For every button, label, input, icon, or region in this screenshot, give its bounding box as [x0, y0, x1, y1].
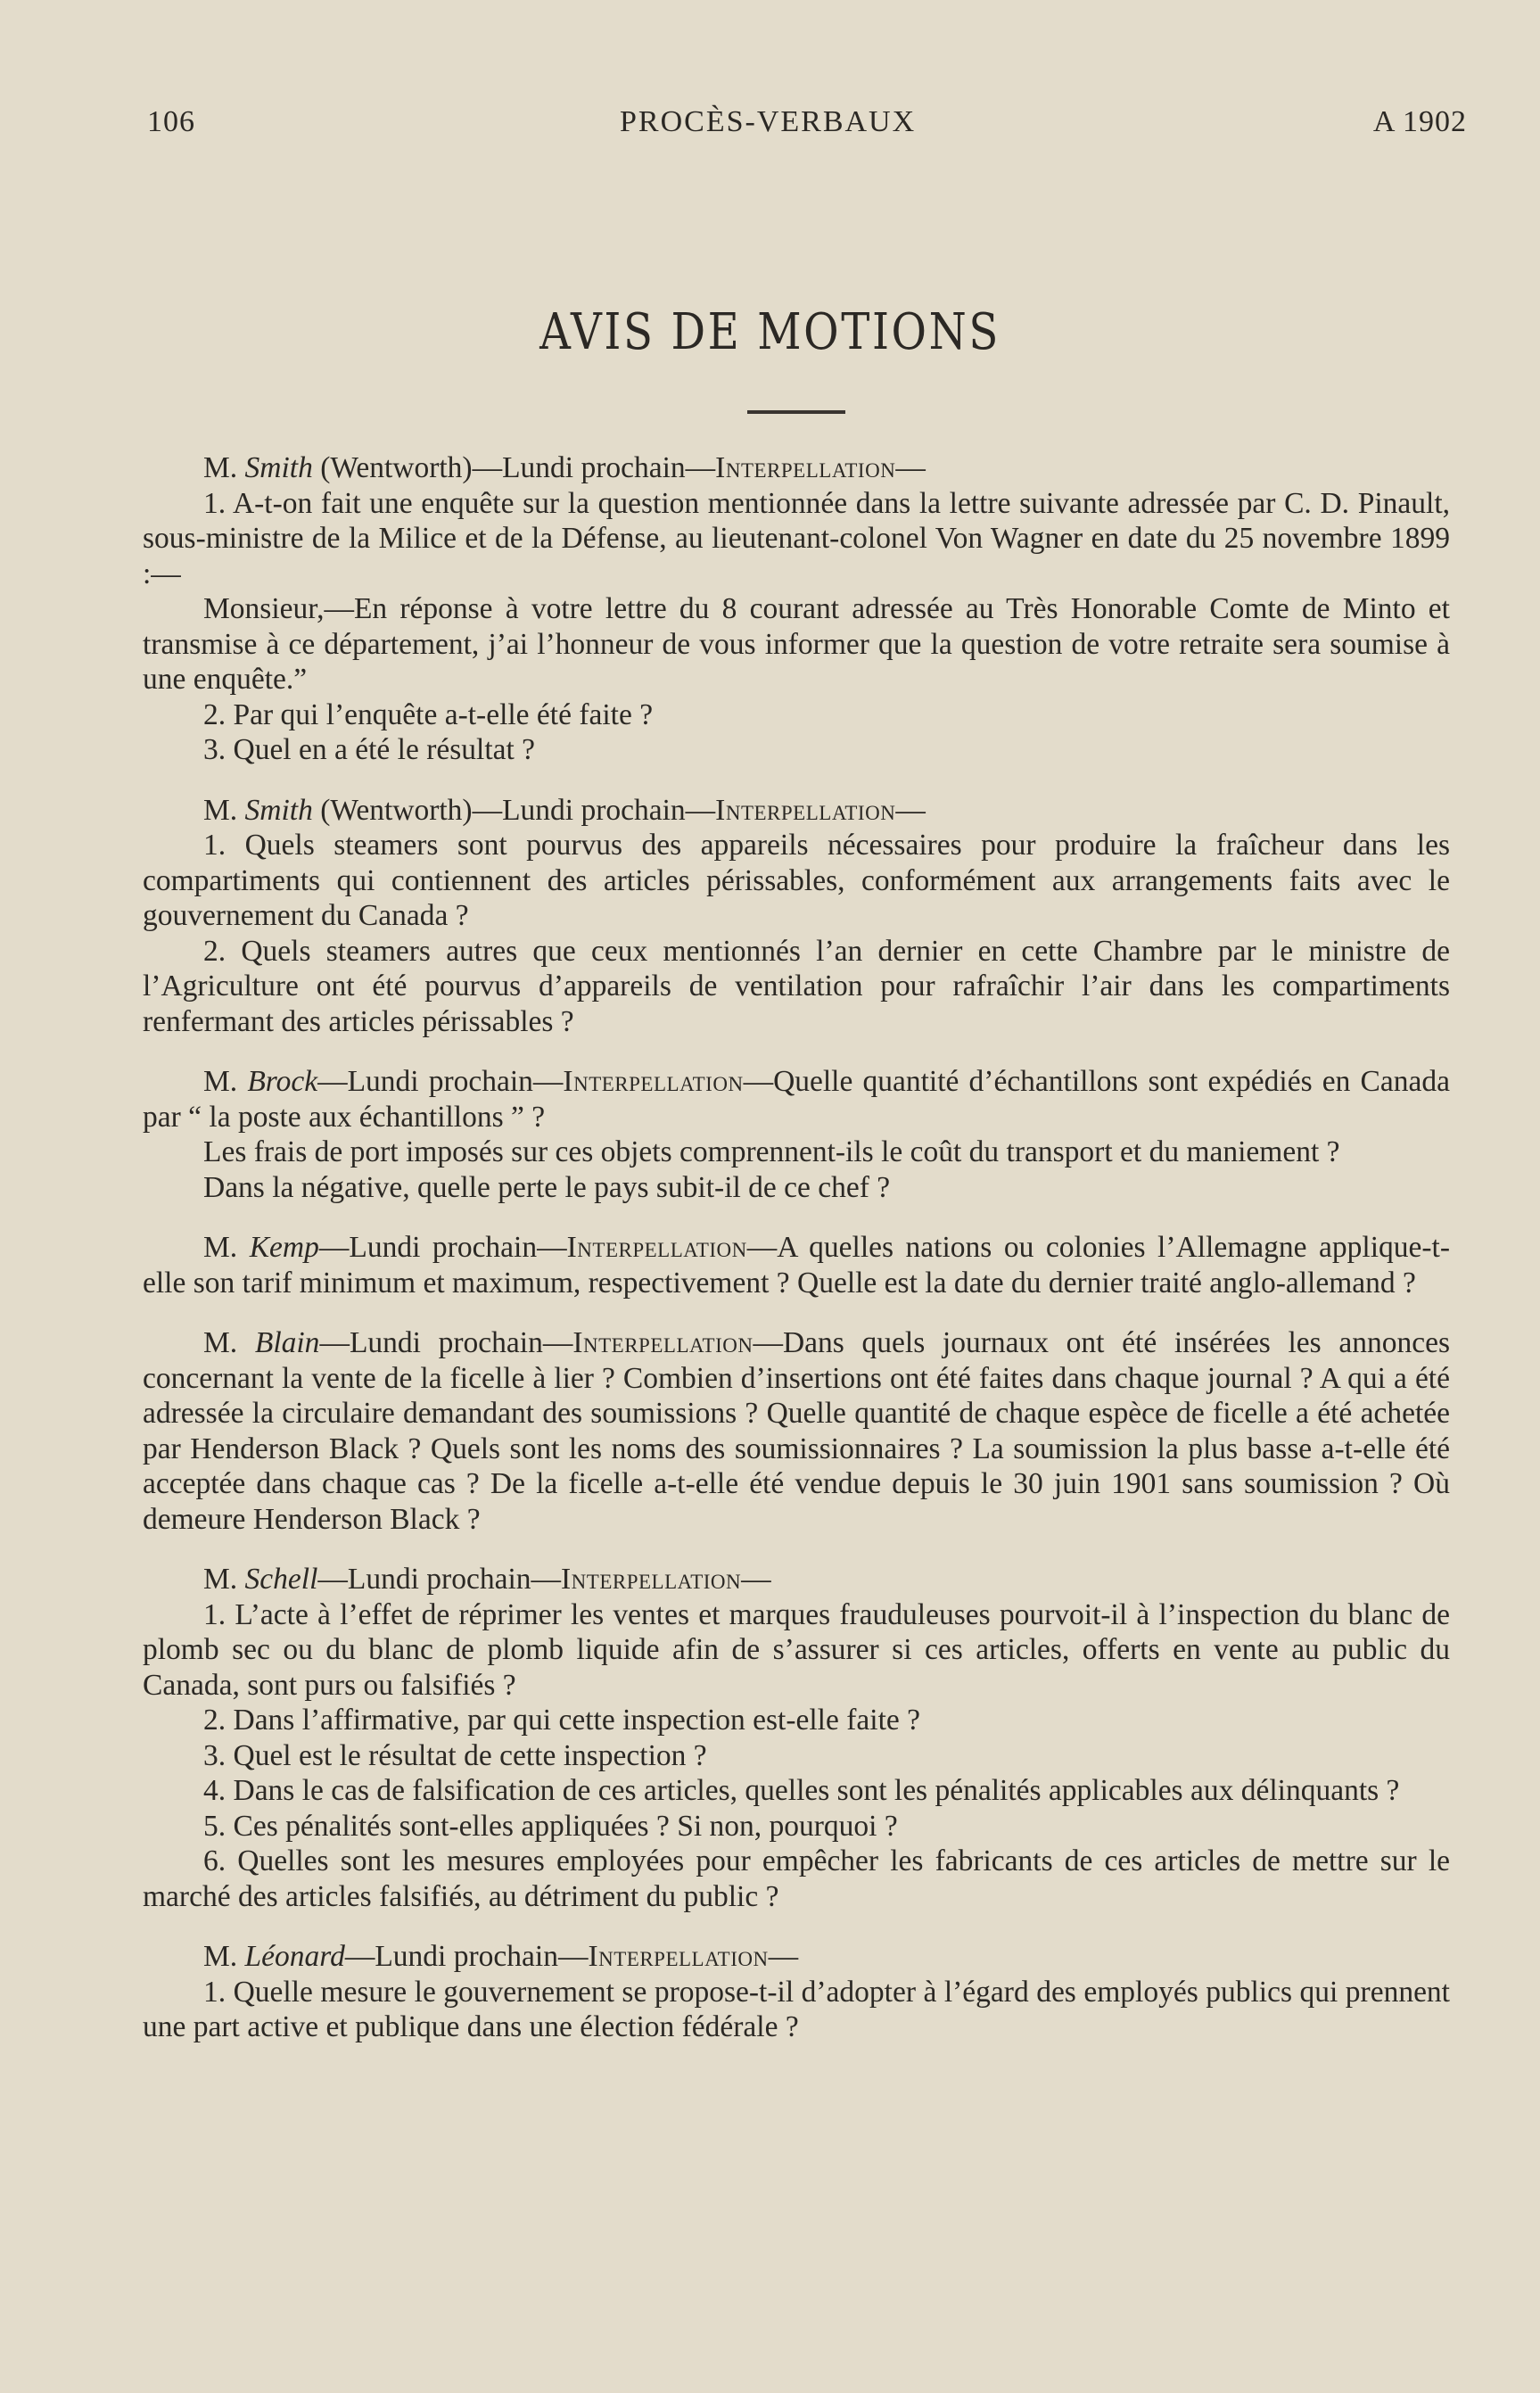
member-prefix: M.: [203, 1231, 238, 1264]
motion-text: —Dans quels journaux ont été insérées les annonces concernant la vente de la ficelle à lier ? Combien d’insertions ont été faites dans chaque journal ? A qui a été adressée la circulaire demandant des soumissions ? Quelle quantité de chaque espèce de ficelle a été achetée par Henderson Black ? Quels sont les noms des soumissionnaires ? La soumission la plus basse a-t-elle été acceptée dans chaque cas ? De la ficelle a-t-elle été vendue depuis le 30 juin 1901 sans soumission ? Où demeure Henderson Black ?: [143, 1326, 1450, 1536]
motion-date: —Lundi prochain—: [344, 1940, 589, 1973]
motion-item: [143, 1325, 1450, 1537]
member-name: Blain: [254, 1326, 320, 1359]
page-number: 106: [147, 105, 195, 138]
member-name: Brock: [247, 1065, 318, 1098]
member-prefix: M.: [203, 1065, 238, 1098]
interpellation-label: Interpellation: [563, 1065, 744, 1098]
motion-item: [143, 450, 1450, 768]
motion-heading: [143, 793, 1450, 829]
motion-text: —A quelles nations ou colonies l’Allemagne applique-t-elle son tarif minimum et maximum, respectivement ? Quelle est la date du dernier traité anglo-allemand ?: [143, 1231, 1450, 1300]
question-paragraph: 2. Dans l’affirmative, par qui cette inspection est-elle faite ?: [203, 1704, 920, 1737]
motion-item: [143, 1230, 1450, 1300]
question-paragraph: 4. Dans le cas de falsification de ces articles, quelles sont les pénalités applicables aux délinquants ?: [203, 1774, 1400, 1807]
question-paragraph: 1. Quels steamers sont pourvus des appareils nécessaires pour produire la fraîcheur dans les compartiments qui contiennent des articles périssables, conformément aux arrangements faits avec le gouvernement du Canada ?: [143, 829, 1450, 932]
member-prefix: M.: [203, 1326, 238, 1359]
question-paragraph: Monsieur,—En réponse à votre lettre du 8 courant adressée au Très Honorable Comte de Minto et transmise à ce département, j’ai l’honneur de vous informer que la question de votre retraite sera soumise à une enquête.”: [143, 592, 1450, 696]
question-paragraph: Les frais de port imposés sur ces objets comprennent-ils le coût du transport et du maniement ?: [203, 1135, 1340, 1168]
motion-text: —: [741, 1563, 771, 1596]
question-paragraph: 3. Quel en a été le résultat ?: [203, 733, 536, 766]
motion-date: —Lundi prochain—: [318, 1231, 567, 1264]
motion-item: [143, 1562, 1450, 1914]
member-name: Smith: [244, 451, 313, 484]
interpellation-label: Interpellation: [561, 1563, 742, 1596]
member-prefix: M.: [203, 1563, 238, 1596]
motion-item: [143, 793, 1450, 1040]
motion-heading: [143, 1325, 1450, 1537]
header-year: A 1902: [1372, 105, 1467, 138]
motion-heading: [143, 1939, 1450, 1975]
motion-heading: [143, 450, 1450, 486]
motion-date: (Wentworth)—Lundi prochain—: [312, 451, 716, 484]
member-prefix: M.: [203, 451, 238, 484]
interpellation-label: Interpellation: [566, 1231, 747, 1264]
question-paragraph: 1. A-t-on fait une enquête sur la question mentionnée dans la lettre suivante adressée par C. D. Pinault, sous-ministre de la Milice et de la Défense, au lieutenant-colonel Von Wagner en date du 25 novembre 1899 :—: [143, 486, 1450, 590]
interpellation-label: Interpellation: [588, 1940, 769, 1973]
motion-date: —Lundi prochain—: [317, 1563, 562, 1596]
interpellation-label: Interpellation: [715, 451, 896, 484]
motion-date: (Wentworth)—Lundi prochain—: [312, 793, 716, 827]
member-name: Kemp: [249, 1231, 319, 1264]
motion-heading: [143, 1230, 1450, 1300]
motion-item: [143, 1939, 1450, 2045]
motion-heading: [143, 1562, 1450, 1597]
question-paragraph: Dans la négative, quelle perte le pays subit-il de ce chef ?: [203, 1170, 891, 1204]
interpellation-label: Interpellation: [715, 793, 896, 827]
motion-date: —Lundi prochain—: [317, 1065, 564, 1098]
member-name: Léonard: [244, 1940, 345, 1973]
question-paragraph: 5. Ces pénalités sont-elles appliquées ? Si non, pourquoi ?: [203, 1809, 898, 1843]
question-paragraph: 1. L’acte à l’effet de réprimer les ventes et marques frauduleuses pourvoit-il à l’inspection du blanc de plomb sec ou du blanc de plomb liquide afin de s’assurer si ces articles, offerts en vente au public du Canada, sont purs ou falsifiés ?: [143, 1597, 1450, 1702]
motion-text: —: [768, 1940, 799, 1973]
title-divider: [747, 410, 845, 414]
question-paragraph: 3. Quel est le résultat de cette inspection ?: [203, 1738, 707, 1772]
member-name: Schell: [244, 1563, 318, 1596]
motion-item: [143, 1064, 1450, 1205]
question-paragraph: 2. Quels steamers autres que ceux mentionnés l’an dernier en cette Chambre par le ministre de l’Agriculture ont été pourvus d’appareils de ventilation pour rafraîchir l’air dans les compartiments renfermant des articles périssables ?: [143, 934, 1450, 1038]
motion-heading: [143, 1064, 1450, 1135]
running-title: PROCÈS-VERBAUX: [620, 105, 917, 138]
page-title: AVIS DE MOTIONS: [539, 303, 1001, 361]
member-name: Smith: [244, 793, 313, 827]
motion-text: —: [895, 451, 926, 484]
motion-text: —Quelle quantité d’échantillons sont expédiés en Canada par “ la poste aux échantillons ” ?: [143, 1065, 1450, 1134]
question-paragraph: 1. Quelle mesure le gouvernement se propose-t-il d’adopter à l’égard des employés publics qui prennent une part active et publique dans une élection fédérale ?: [143, 1975, 1450, 2043]
motion-text: —: [895, 793, 926, 827]
member-prefix: M.: [203, 793, 238, 827]
question-paragraph: 2. Par qui l’enquête a-t-elle été faite ?: [203, 697, 654, 731]
interpellation-label: Interpellation: [572, 1326, 754, 1359]
motions-list: [143, 450, 1450, 2070]
member-prefix: M.: [203, 1940, 238, 1973]
motion-date: —Lundi prochain—: [319, 1326, 573, 1359]
question-paragraph: 6. Quelles sont les mesures employées pour empêcher les fabricants de ces articles de mettre sur le marché des articles falsifiés, au détriment du public ?: [143, 1844, 1450, 1913]
